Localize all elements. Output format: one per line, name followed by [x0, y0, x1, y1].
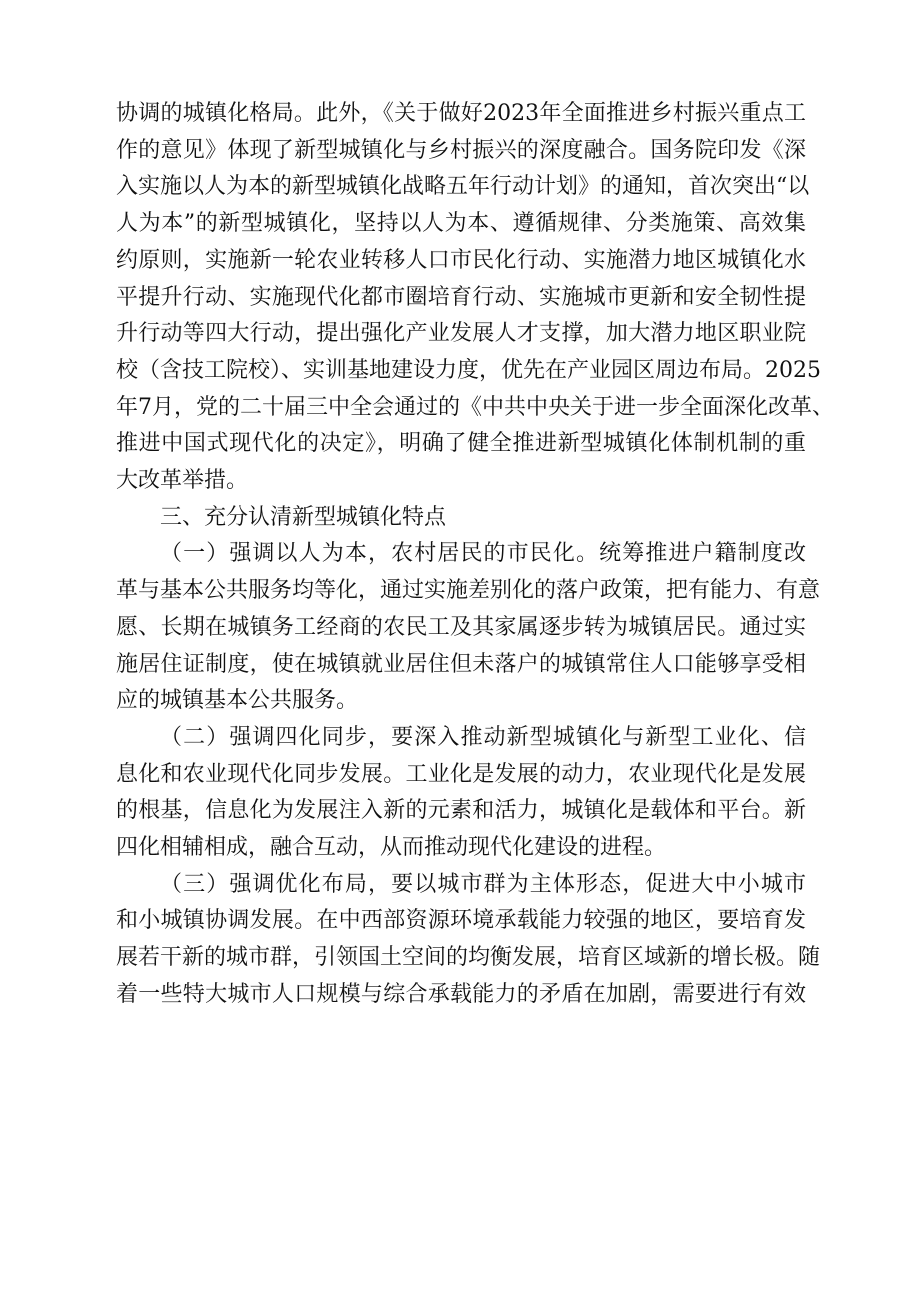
text-line: 平提升行动、实施现代化都市圈培育行动、实施城市更新和安全韧性提 — [116, 284, 806, 310]
paragraph-section-3 — [116, 867, 821, 1014]
text-line: 的根基，信息化为发展注入新的元素和活力，城镇化是载体和平台。新 — [116, 798, 806, 824]
text-line: 协调的城镇化格局。此外，《关于做好2023年全面推进乡村振兴重点工 — [116, 101, 806, 126]
text-line: （二）强调四化同步，要深入推动新型城镇化与新型工业化、信 — [160, 724, 806, 750]
paragraph-intro — [116, 96, 834, 500]
text-line: 四化相辅相成，融合互动，从而推动现代化建设的进程。 — [116, 835, 667, 861]
paragraph-section-2 — [116, 720, 806, 867]
text-line: （一）强调以人为本，农村居民的市民化。统筹推进户籍制度改 — [160, 541, 806, 567]
text-line: 息化和农业现代化同步发展。工业化是发展的动力，农业现代化是发展 — [116, 761, 806, 787]
text-line: 年7月，党的二十届三中全会通过的《中共中央关于进一步全面深化改革、 — [116, 394, 834, 420]
text-line: 施居住证制度，使在城镇就业居住但未落户的城镇常住人口能够享受相 — [116, 651, 806, 677]
text-line: 应的城镇基本公共服务。 — [116, 688, 359, 714]
text-line: 作的意见》体现了新型城镇化与乡村振兴的深度融合。国务院印发《深 — [116, 137, 806, 163]
text-line: 大改革举措。 — [116, 468, 249, 494]
document-body — [116, 96, 834, 1014]
text-line: 愿、长期在城镇务工经商的农民工及其家属逐步转为城镇居民。通过实 — [116, 614, 806, 640]
text-line: 和小城镇协调发展。在中西部资源环境承载能力较强的地区，要培育发 — [116, 908, 806, 934]
text-line: 约原则，实施新一轮农业转移人口市民化行动、实施潜力地区城镇化水 — [116, 247, 806, 273]
text-line: 着一些特大城市人口规模与综合承载能力的矛盾在加剧，需要进行有效 — [116, 981, 806, 1007]
text-line: 校（含技工院校）、实训基地建设力度，优先在产业园区周边布局。2025 — [116, 357, 821, 383]
text-line: 入实施以人为本的新型城镇化战略五年行动计划》的通知，首次突出“以 — [116, 174, 810, 200]
text-line: 推进中国式现代化的决定》，明确了健全推进新型城镇化体制机制的重 — [116, 431, 806, 457]
text-line: 革与基本公共服务均等化，通过实施差别化的落户政策，把有能力、有意 — [116, 578, 821, 604]
paragraph-section-1 — [116, 536, 821, 720]
text-line: （三）强调优化布局，要以城市群为主体形态，促进大中小城市 — [160, 871, 806, 897]
text-line: 人为本”的新型城镇化，坚持以人为本、遵循规律、分类施策、高效集 — [116, 211, 806, 237]
text-line: 展若干新的城市群，引领国土空间的均衡发展，培育区域新的增长极。随 — [116, 945, 821, 971]
section-heading: 三、充分认清新型城镇化特点 — [160, 504, 447, 530]
text-line: 升行动等四大行动，提出强化产业发展人才支撑，加大潜力地区职业院 — [116, 321, 806, 347]
